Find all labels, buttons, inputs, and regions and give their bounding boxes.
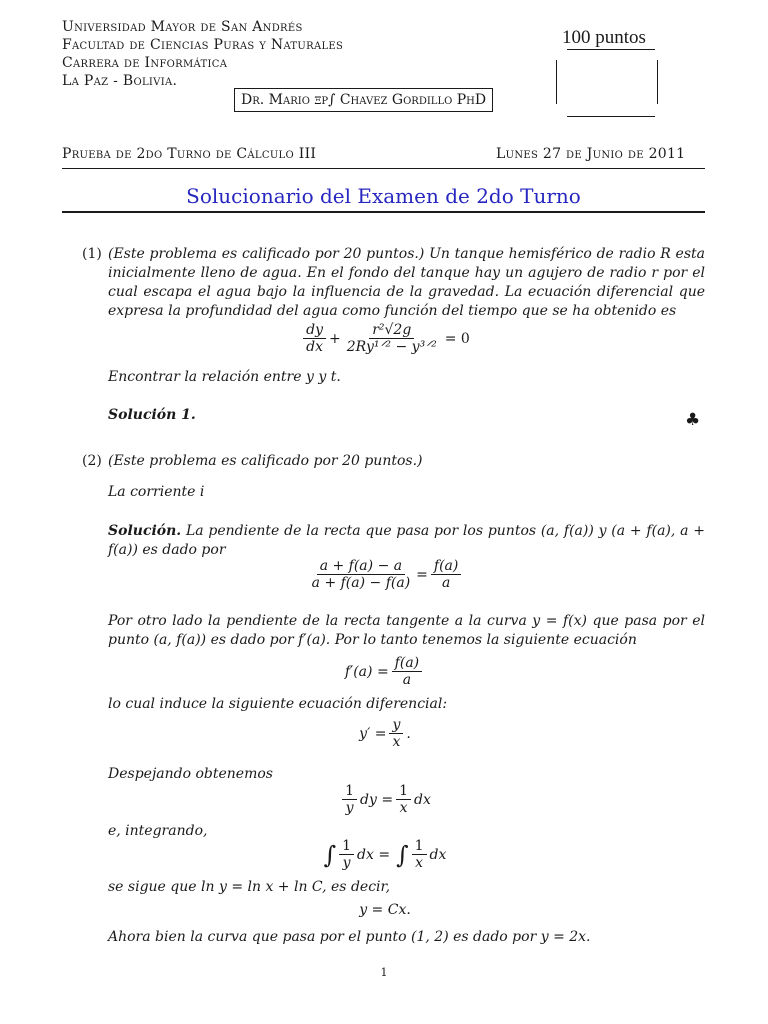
problem2-solution-paragraph [108,522,705,560]
problem2-para3: lo cual induce la siguiente ecuación diferencial: [108,696,448,712]
club-icon: ♣ [685,410,701,430]
city-name: La Paz - Bolivia. [62,73,178,89]
eq1-den: a + f(a) − f(a) [311,575,411,591]
eq1-rden: a [441,575,451,591]
eq5-den2: x [415,855,424,871]
exam-name: Prueba de 2do Turno de Cálculo III [62,146,317,162]
points-label: 100 puntos [562,27,646,48]
faculty-name: Facultad de Ciencias Puras y Naturales [62,37,344,53]
problem2-para4: Despejando obtenemos [108,766,273,782]
page-number: 1 [380,966,388,979]
eq-rhs: = 0 [444,330,470,347]
eq5-b: dx [429,846,447,863]
integral-sign-2: ∫ [396,840,409,869]
problem2-eq5 [60,838,710,871]
exam-date: Lunes 27 de Junio de 2011 [496,146,686,162]
eq4-den1: y [345,800,354,816]
eq4-num2: 1 [396,783,411,800]
problem2-text: (Este problema es calificado por 20 puntos.) [108,453,423,469]
integral-sign-1: ∫ [323,840,337,869]
eq1-rnum: f(a) [431,558,461,575]
problem1-equation: $\frac{dy}{dx}$ + $\frac{\text{r²√2g}}{\text{2Ry¹ᐟ² − y³ᐟ²}}$ = 0 [60,322,710,355]
author-box: Dr. Mario ξρ∫ Chavez Gordillo PhD [234,88,493,112]
eq2-num: f(a) [392,655,422,672]
eq-frac2-num: r²√2g [369,322,414,339]
problem2-eq4 [60,783,710,816]
problem1-text: (Este problema es calificado por 20 puntos.) Un tanque hemisférico de radio R esta inicialmente lleno de agua. En el fondo del tanque hay un agujero de radio r por el cual escapa el agua bajo la influencia de la gravedad. La ecuación diferencial que expresa la profundidad del agua como función del tiempo que se ha obtenido es [108,246,705,319]
problem2-para6: se sigue que ln y = ln x + ln C, es decir, [108,879,391,895]
problem2-eq2 [60,655,710,688]
eq3-end: . [406,725,411,742]
eq-dy: dy [303,322,326,339]
points-right-bar [657,60,658,104]
problem2-number: (2) [82,453,102,469]
problem2-para2: Por otro lado la pendiente de la recta tangente a la curva y = f(x) que pasa por el punto (a, f(a)) es dado por f′(a). Por lo tanto tenemos la siguiente ecuación [108,613,705,648]
problem2-eq3 [60,717,710,750]
career-name: Carrera de Informática [62,55,228,71]
university-name: Universidad Mayor de San Andrés [62,19,303,35]
subheader-rule [62,168,705,169]
eq6: y = Cx. [359,902,411,918]
eq-frac2-den: 2Ry¹ᐟ² − y³ᐟ² [346,339,437,355]
eq3-den: x [392,734,401,750]
eq4-mid: dy = [360,791,394,808]
eq5-num2: 1 [412,838,427,855]
eq4-end: dx [414,791,431,808]
eq5-a: dx = [357,846,391,863]
problem1-ask: Encontrar la relación entre y y t. [108,369,341,385]
eq5-num1: 1 [339,838,354,855]
eq4-num1: 1 [342,783,357,800]
eq2-den: a [402,672,412,688]
problem1-solution-label: Solución 1. [108,407,196,423]
problem2-eq6 [60,902,710,918]
problem2-para5: e, integrando, [108,823,208,839]
eq-dx: dx [306,339,324,355]
eq2-lhs: f′(a) = [344,663,389,680]
points-left-bar [556,60,557,104]
points-bottom-rule [567,116,655,117]
page-title: Solucionario del Examen de 2do Turno [186,184,581,208]
problem1-number: (1) [82,246,102,262]
problem2-solution-text: La pendiente de la recta que pasa por los puntos (a, f(a)) y (a + f(a), a + f(a)) es dado por [108,523,706,558]
points-top-rule [567,49,655,50]
title-rule [62,211,705,213]
eq3-lhs: y′ = [359,725,387,742]
problem2-eq1: $\frac{a + f(a) - a}{a + f(a) - f(a)}$ = $\frac{f(a)}{a}$ [60,558,710,591]
eq4-den2: x [399,800,408,816]
problem2-para7: Ahora bien la curva que pasa por el punto (1, 2) es dado por y = 2x. [108,929,591,945]
eq3-num: y [389,717,403,734]
eq5-den1: y [342,855,351,871]
eq1-num: a + f(a) − a [317,558,405,575]
problem2-solution-label: Solución. [108,523,182,539]
problem2-corriente: La corriente i [108,484,205,500]
